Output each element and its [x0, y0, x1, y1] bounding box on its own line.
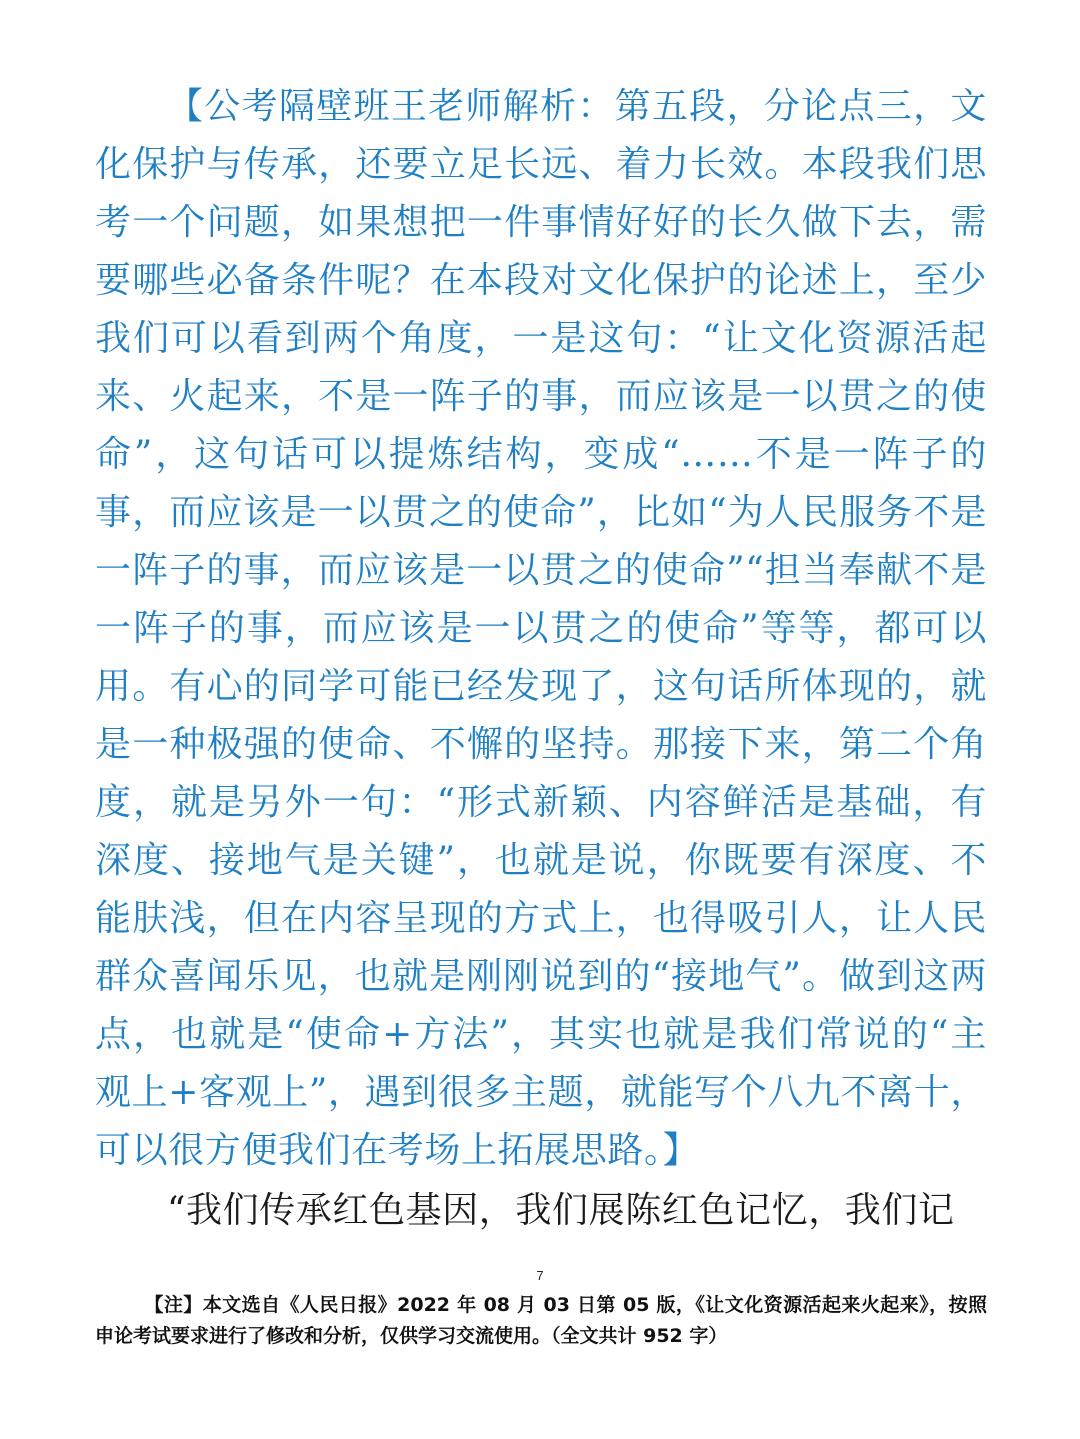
source-footnote: 【注】本文选自《人民日报》2022 年 08 月 03 日第 05 版，《让文化资源活起来火起来》，按照申论考试要求进行了修改和分析，仅供学习交流使用。（全文共计 952 字）	[95, 1294, 987, 1347]
page-number: 7	[536, 1268, 544, 1283]
analysis-paragraph: 【公考隔壁班王老师解析：第五段，分论点三，文化保护与传承，还要立足长远、着力长效。本段我们思考一个问题，如果想把一件事情好好的长久做下去，需要哪些必备条件呢？在本段对文化保护的论述上，至少我们可以看到两个角度，一是这句：“让文化资源活起来、火起来，不是一阵子的事，而应该是一以贯之的使命”，这句话可以提炼结构，变成“……不是一阵子的事，而应该是一以贯之的使命”，比如“为人民服务不是一阵子的事，而应该是一以贯之的使命”“担当奉献不是一阵子的事，而应该是一以贯之的使命”等等，都可以用。有心的同学可能已经发现了，这句话所体现的，就是一种极强的使命、不懈的坚持。那接下来，第二个角度，就是另外一句：“形式新颖、内容鲜活是基础，有深度、接地气是关键”，也就是说，你既要有深度、不能肤浅，但在内容呈现的方式上，也得吸引人，让人民群众喜闻乐见，也就是刚刚说到的“接地气”。做到这两点，也就是“使命+方法”，其实也就是我们常说的“主观上+客观上”，遇到很多主题，就能写个八九不离十，可以很方便我们在考场上拓展思路。】	[95, 86, 987, 1171]
article-body-text: “我们传承红色基因，我们展陈红色记忆，我们记	[167, 1190, 955, 1231]
